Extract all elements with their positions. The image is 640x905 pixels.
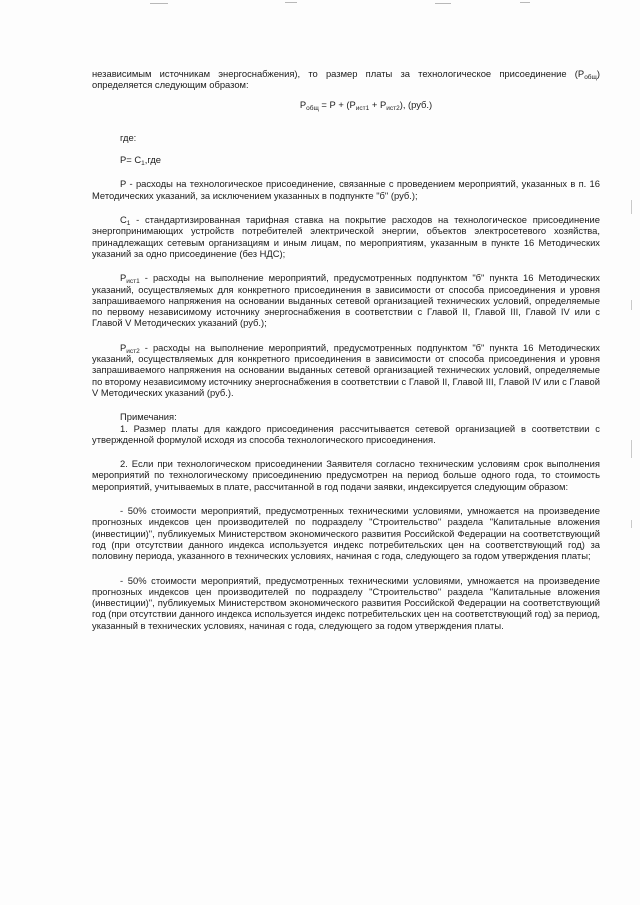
definition-pist2: $Р_{ист2}$ - расходы на выполнение мероприятий, предусмотренных подпунктом "б" пункта 16 Методических указаний, осуществляемых для конкретного присоединения в зависимости от способа присоединения и уровня запрашиваемого напряжения на основании выданных сетевой организацией технических условий, определяемые по второму независимому источнику энергоснабжения в соответствии с Главой II, Главой III, Главой IV или с Главой V Методических указаний (руб.). <box>92 341 600 398</box>
scan-artifact <box>631 440 632 458</box>
where-label: где: <box>120 131 137 143</box>
definition-pist1: $Р_{ист1}$ - расходы на выполнение мероприятий, предусмотренных подпунктом "б" пункта 16 Методических указаний, осуществляемых для конкретного присоединения в зависимости от способа присоединения и уровня запрашиваемого напряжения на основании выданных сетевой организацией технических условий, определяемые по первому независимому источнику энергоснабжения в соответствии с Главой II, Главой III, Главой IV или с Главой V Методических указаний (руб.); <box>92 272 600 329</box>
notes-heading: Примечания: <box>120 411 177 423</box>
scan-artifact <box>285 2 297 3</box>
scan-artifact <box>631 520 632 528</box>
note-1: 1. Размер платы для каждого присоединения рассчитывается сетевой организацией в соответствии с утвержденной формулой исходя из способа технологического присоединения. <box>92 422 600 445</box>
scan-artifact <box>631 300 632 310</box>
scan-artifact <box>520 2 530 3</box>
intro-paragraph: независимым источникам энергоснабжения), то размер платы за технологическое присоединение $(Р_{общ})$ определяется следующим образом: <box>92 68 600 91</box>
indexation-bullet-2: - 50% стоимости мероприятий, предусмотренных техническими условиями, умножается на произведение прогнозных индексов цен производителей по подразделу "Строительство" раздела "Капитальные вложения (инвестиции)", публикуемых Министерством экономического развития Российской Федерации на соответствующий год (при отсутствии данного индекса используется индекс потребительских цен на соответствующий год) за период, указанный в технических условиях, начиная с года, следующего за годом утверждения платы. <box>92 574 600 631</box>
definition-p: Р - расходы на технологическое присоединение, связанные с проведением мероприятий, указанных в п. 16 Методических указаний, за исключением указанных в подпункте "б" (руб.); <box>92 178 600 201</box>
note-2: 2. Если при технологическом присоединении Заявителя согласно техническим условиям срок выполнения мероприятий по технологическому присоединению предусмотрен на период больше одного года, то стоимость мероприятий, учитываемых в плате, рассчитанной в год подачи заявки, индексируется следующим образом: <box>92 458 600 492</box>
scan-artifact <box>435 3 451 4</box>
scan-artifact <box>150 3 168 4</box>
scan-artifact <box>631 200 632 214</box>
fee-formula: $Р_{общ} = Р + (Р_{ист1} + Р_{ист2})$, (руб.) <box>299 98 433 112</box>
definition-c1: $С_1$ - стандартизированная тарифная ставка на покрытие расходов на технологическое присоединение энергопринимающих устройств потребителей электрической энергии, объектов электросетевого хозяйства, принадлежащих сетевым организациям и иным лицам, по мероприятиям, указанным в пункте 16 Методических указаний за одно присоединение (без НДС); <box>92 214 600 259</box>
p-equation: $Р= С_1,где$ <box>120 154 162 168</box>
indexation-bullet-1: - 50% стоимости мероприятий, предусмотренных техническими условиями, умножается на произведение прогнозных индексов цен производителей по подразделу "Строительство" раздела "Капитальные вложения (инвестиции)", публикуемых Министерством экономического развития Российской Федерации на соответствующий год (при отсутствии данного индекса используется индекс потребительских цен на соответствующий год) за половину периода, указанного в технических условиях, начиная с года, следующего за годом утверждения платы; <box>92 505 600 562</box>
document-page <box>92 68 600 631</box>
